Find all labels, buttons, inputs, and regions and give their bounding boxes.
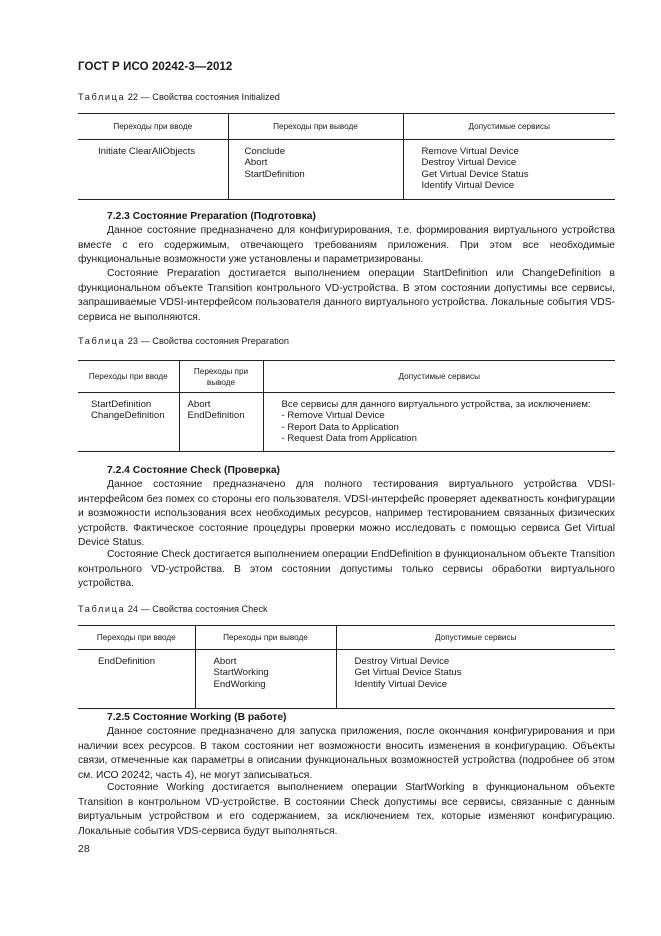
table-22 <box>78 113 615 200</box>
table-22-cell-output <box>228 140 403 200</box>
table-24-caption-word: Таблица <box>78 604 126 614</box>
table-22-service-item: Get Virtual Device Status <box>421 168 529 180</box>
table-24-caption-text: 24 — Свойства состояния Check <box>127 604 268 614</box>
table-23-service-item: Все сервисы для данного виртуального устройства, за исключением: <box>281 399 591 410</box>
section-7-2-3-paragraph-2: Состояние Preparation достигается выполнением операции StartDefinition или ChangeDefinition в функциональном объекте Transition контрольного VD-устройства. В этом состоянии допустимы все сервисы, запрашиваемые VDSI-интерфейсом пользователя данного виртуального устройства. Локальные события VDS-сервиса не выполняются. <box>78 268 615 323</box>
section-7-2-3-title: 7.2.3 Состояние Preparation (Подготовка) <box>107 211 316 222</box>
table-22-header-output: Переходы при выводе <box>228 114 403 140</box>
table-22-caption <box>78 92 280 102</box>
document-header: ГОСТ Р ИСО 20242-3—2012 <box>78 61 233 73</box>
table-24-cell-services <box>336 650 615 709</box>
section-7-2-4-paragraph-2: Состояние Check достигается выполнением операции EndDefinition в функциональном объекте Transition контрольного VD-устройства. В этом состоянии допустимы только сервисы обработки виртуального устройства. <box>78 549 615 590</box>
section-7-2-3-paragraph-1: Данное состояние предназначено для конфигурирования, т.е. формирования виртуального устройства вместе с его содержимым, отвечающего требованиям приложения. При этом все необходимые функциональные возможности уже установлены и параметризированы. <box>78 225 615 266</box>
table-22-output-item: StartDefinition <box>244 168 305 180</box>
table-23 <box>78 360 615 452</box>
table-22-caption-word: Таблица <box>78 92 126 102</box>
page-number: 28 <box>78 843 90 855</box>
table-22-cell-services <box>403 140 615 200</box>
table-23-cell-input <box>78 393 179 452</box>
table-23-input-item: StartDefinition <box>91 399 152 410</box>
table-24-header-input: Переходы при вводе <box>78 626 195 650</box>
table-23-cell-output <box>179 393 263 452</box>
section-7-2-5-paragraph-2: Состояние Working достигается выполнением операции StartWorking в функциональном объекте Transition в контрольном VD-устройстве. В состоянии Check допустимы все сервисы, связанные с данным виртуальным устройством и его содержанием, за исключением тех, которые изменяют конфигурацию. Локальные события VDS-сервиса будут выполняться. <box>78 782 615 837</box>
table-22-header-input: Переходы при вводе <box>78 114 228 140</box>
table-22-header-services: Допустимые сервисы <box>403 114 615 140</box>
table-23-output-item: EndDefinition <box>187 410 245 422</box>
table-23-input-item: ChangeDefinition <box>91 410 165 422</box>
table-24-cell-output <box>195 650 336 709</box>
table-24-output-item: EndWorking <box>213 678 266 690</box>
table-23-service-item: - Report Data to Application <box>281 421 399 433</box>
table-23-service-item: - Remove Virtual Device <box>281 410 385 422</box>
table-23-caption <box>78 336 289 346</box>
table-23-caption-text: 23 — Свойства состояния Preparation <box>127 336 290 346</box>
table-22-caption-text: 22 — Свойства состояния Initialized <box>127 92 280 102</box>
table-22-service-item: Identify Virtual Device <box>421 180 515 192</box>
table-23-cell-services <box>263 393 615 452</box>
table-24-header-services: Допустимые сервисы <box>336 626 615 650</box>
table-24-output-item: Abort <box>213 656 237 667</box>
section-7-2-4-paragraph-1: Данное состояние предназначено для полного тестирования виртуального устройства VDSI-интерфейсом без помех со стороны его пользователя. VDSI-интерфейс проверяет адекватность конфигурации и возможности использования всех необходимых ресурсов, например тестированием связанных физических устройств. Фактическое состояние процедуры проверки можно исследовать с помощью сервиса Get Virtual Device Status. <box>78 479 615 549</box>
section-7-2-5-title: 7.2.5 Состояние Working (В работе) <box>107 712 287 723</box>
table-23-output-item: Abort <box>187 399 211 410</box>
table-23-caption-word: Таблица <box>78 336 126 346</box>
table-24-service-item: Destroy Virtual Device <box>354 656 450 667</box>
table-23-header-input: Переходы при вводе <box>78 361 179 393</box>
table-22-service-item: Remove Virtual Device <box>421 146 519 157</box>
table-22-output-item: Abort <box>244 157 268 169</box>
table-22-output-item: Conclude <box>244 146 286 157</box>
table-23-service-item: - Request Data from Application <box>281 433 417 445</box>
table-24-input-item: EndDefinition <box>98 656 156 667</box>
table-22-service-item: Destroy Virtual Device <box>421 157 517 169</box>
table-24 <box>78 625 615 709</box>
section-7-2-4-title: 7.2.4 Состояние Check (Проверка) <box>107 465 280 476</box>
table-24-cell-input <box>78 650 195 709</box>
table-23-header-output: Переходы при выводе <box>179 361 263 393</box>
table-24-service-item: Identify Virtual Device <box>354 678 448 690</box>
table-23-header-services: Допустимые сервисы <box>263 361 615 393</box>
table-24-caption <box>78 604 268 614</box>
section-7-2-5-paragraph-1: Данное состояние предназначено для запуска приложения, после окончания конфигурирования и при наличии всех ресурсов. В таком состоянии нет возможности вносить изменения в конфигурацию. Объекты связи, отмеченные как параметры в описании функциональных возможностей устройства (подробнее об этом см. ИСО 20242, часть 4), не могут записываться. <box>78 726 615 781</box>
table-22-input-item: Initiate ClearAllObjects <box>98 146 196 157</box>
table-24-output-item: StartWorking <box>213 667 269 679</box>
table-24-header-output: Переходы при выводе <box>195 626 336 650</box>
table-22-cell-input <box>78 140 228 200</box>
table-24-service-item: Get Virtual Device Status <box>354 667 462 679</box>
